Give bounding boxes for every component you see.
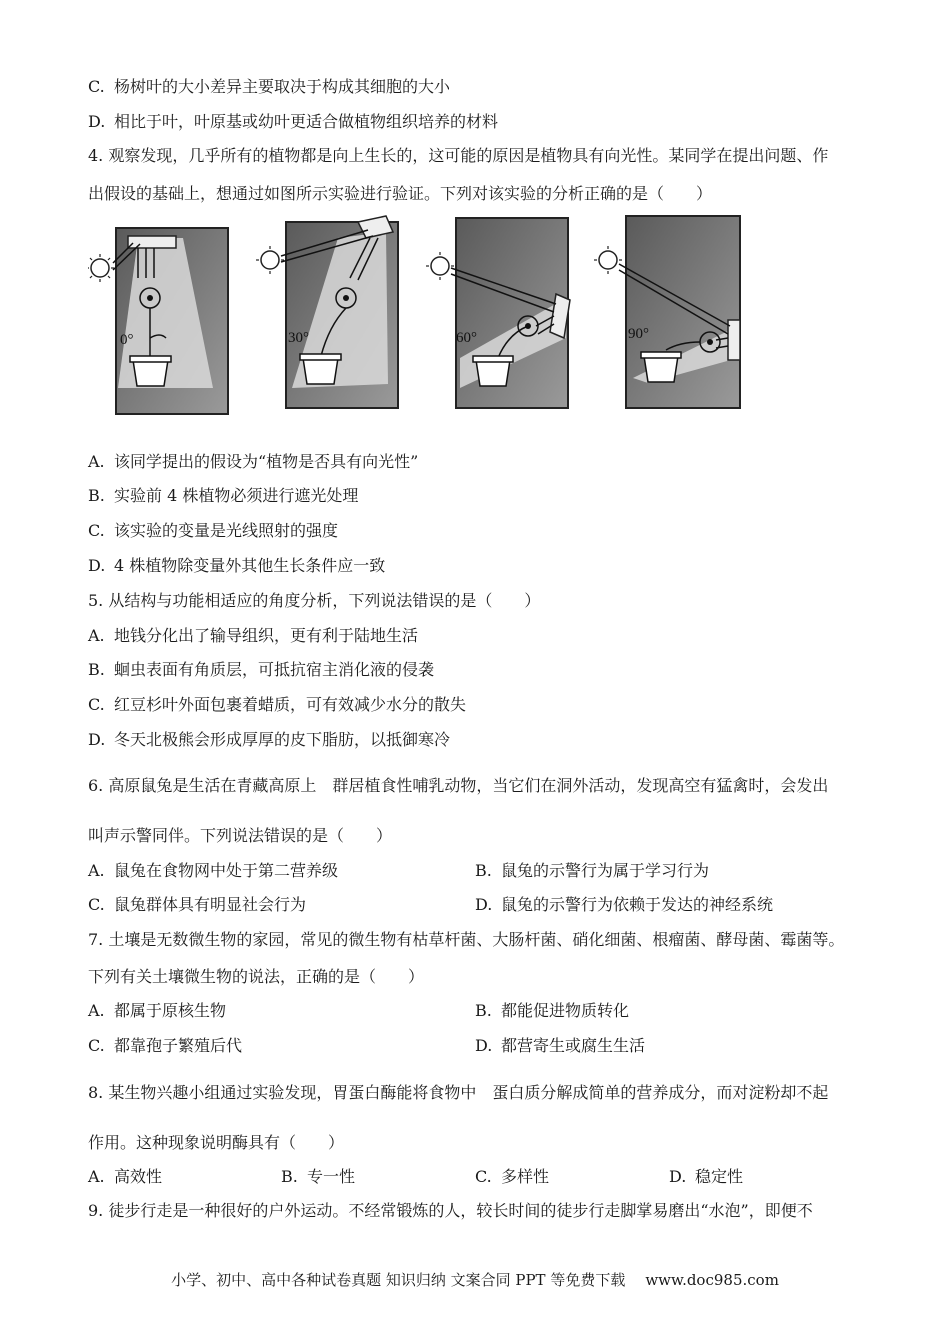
q7-option-b [475, 1001, 629, 1021]
option-text: 该同学提出的假设为“植物是否具有向光性” [114, 452, 419, 471]
panel-90-degree [594, 216, 740, 408]
panel-60-degree [426, 218, 570, 408]
option-text: 杨树叶的大小差异主要取决于构成其细胞的大小 [114, 77, 451, 96]
q4-option-a [88, 452, 418, 472]
option-label: C. [88, 895, 105, 914]
q5-option-b [88, 660, 434, 680]
option-text: 鼠兔的示警行为依赖于发达的神经系统 [501, 895, 774, 914]
option-label: B. [88, 486, 105, 505]
q8-option-a [88, 1167, 162, 1187]
option-label: A. [88, 1167, 105, 1186]
q6-option-b [475, 861, 709, 881]
q7-option-d [475, 1036, 645, 1056]
q9-stem-line1: 9. 徒步行走是一种很好的户外运动。不经常锻炼的人，较长时间的徒步行走脚掌易磨出“水泡”，即便不 [88, 1201, 813, 1220]
angle-label: 30° [288, 330, 309, 346]
q5-option-a [88, 626, 418, 646]
q4-stem-line1: 4. 观察发现，几乎所有的植物都是向上生长的，这可能的原因是植物具有向光性。某同学在提出问题、作 [88, 146, 829, 165]
option-label: B. [88, 660, 105, 679]
option-text: 冬天北极熊会形成厚厚的皮下脂肪，以抵御寒冷 [114, 730, 451, 749]
option-text: 都能促进物质转化 [501, 1001, 630, 1020]
sun-icon [594, 246, 622, 274]
option-label: D. [88, 556, 106, 575]
option-label: C. [88, 1036, 105, 1055]
option-text: 高效性 [114, 1167, 163, 1186]
q4-option-b [88, 486, 358, 506]
option-text: 专一性 [307, 1167, 356, 1186]
q6-option-a [88, 861, 338, 881]
sun-icon [426, 252, 454, 280]
option-label: A. [88, 452, 105, 471]
option-label: A. [88, 1001, 105, 1020]
option-label: C. [88, 695, 105, 714]
q5-option-d [88, 730, 450, 750]
option-text: 鼠兔在食物网中处于第二营养级 [114, 861, 339, 880]
q8-option-c [475, 1167, 549, 1187]
footer-site: www.doc985.com [645, 1271, 779, 1289]
option-text: 蛔虫表面有角质层，可抵抗宿主消化液的侵袭 [114, 660, 435, 679]
option-label: D. [88, 730, 106, 749]
q6-option-d [475, 895, 773, 915]
panel-30-degree [256, 216, 398, 408]
q3-option-c [88, 77, 450, 97]
option-text: 该实验的变量是光线照射的强度 [114, 521, 339, 540]
option-text: 相比于叶，叶原基或幼叶更适合做植物组织培养的材料 [114, 112, 499, 131]
q7-stem-line2: 下列有关土壤微生物的说法，正确的是（ ） [88, 967, 425, 986]
option-label: D. [669, 1167, 687, 1186]
page-footer [0, 1270, 950, 1290]
option-label: C. [475, 1167, 492, 1186]
option-text: 多样性 [501, 1167, 550, 1186]
q4-stem-line2: 出假设的基础上，想通过如图所示实验进行验证。下列对该实验的分析正确的是（ ） [88, 184, 713, 203]
angle-label: 0° [120, 332, 134, 348]
q8-stem-line1: 8. 某生物兴趣小组通过实验发现，胃蛋白酶能将食物中 蛋白质分解成简单的营养成分，而对淀粉却不起 [88, 1083, 829, 1102]
option-label: C. [88, 77, 105, 96]
option-label: D. [475, 1036, 493, 1055]
q7-stem-line1: 7. 土壤是无数微生物的家园，常见的微生物有枯草杆菌、大肠杆菌、硝化细菌、根瘤菌、酵母菌、霉菌等。 [88, 930, 845, 949]
option-text: 4 株植物除变量外其他生长条件应一致 [114, 556, 386, 575]
sun-icon [256, 246, 284, 274]
option-text: 地钱分化出了输导组织，更有利于陆地生活 [114, 626, 419, 645]
q6-option-c [88, 895, 306, 915]
q7-option-a [88, 1001, 226, 1021]
q5-option-c [88, 695, 466, 715]
angle-label: 60° [456, 330, 477, 346]
angle-label: 90° [628, 326, 649, 342]
sun-icon [88, 254, 114, 282]
option-label: A. [88, 626, 105, 645]
panel-0-degree [88, 228, 228, 414]
option-text: 实验前 4 株植物必须进行遮光处理 [114, 486, 359, 505]
q5-stem: 5. 从结构与功能相适应的角度分析，下列说法错误的是（ ） [88, 591, 541, 610]
q4-option-c [88, 521, 338, 541]
option-label: C. [88, 521, 105, 540]
option-label: A. [88, 861, 105, 880]
q6-stem-line1: 6. 高原鼠兔是生活在青藏高原上 群居植食性哺乳动物，当它们在洞外活动，发现高空有猛禽时，会发出 [88, 776, 829, 795]
q8-option-b [281, 1167, 355, 1187]
phototropism-experiment-figure [88, 208, 768, 418]
option-text: 都营寄生或腐生生活 [501, 1036, 646, 1055]
option-label: B. [475, 861, 492, 880]
option-label: D. [88, 112, 106, 131]
option-text: 都靠孢子繁殖后代 [114, 1036, 243, 1055]
option-text: 稳定性 [695, 1167, 744, 1186]
q8-stem-line2: 作用。这种现象说明酶具有（ ） [88, 1133, 345, 1152]
q6-stem-line2: 叫声示警同伴。下列说法错误的是（ ） [88, 826, 393, 845]
q8-option-d [669, 1167, 743, 1187]
option-label: D. [475, 895, 493, 914]
option-label: B. [475, 1001, 492, 1020]
option-text: 都属于原核生物 [114, 1001, 227, 1020]
option-text: 鼠兔的示警行为属于学习行为 [501, 861, 710, 880]
q3-option-d [88, 112, 498, 132]
option-text: 鼠兔群体具有明显社会行为 [114, 895, 307, 914]
footer-text: 小学、初中、高中各种试卷真题 知识归纳 文案合同 PPT 等免费下载 [171, 1271, 626, 1289]
option-label: B. [281, 1167, 298, 1186]
q4-option-d [88, 556, 385, 576]
option-text: 红豆杉叶外面包裹着蜡质，可有效减少水分的散失 [114, 695, 467, 714]
q7-option-c [88, 1036, 242, 1056]
